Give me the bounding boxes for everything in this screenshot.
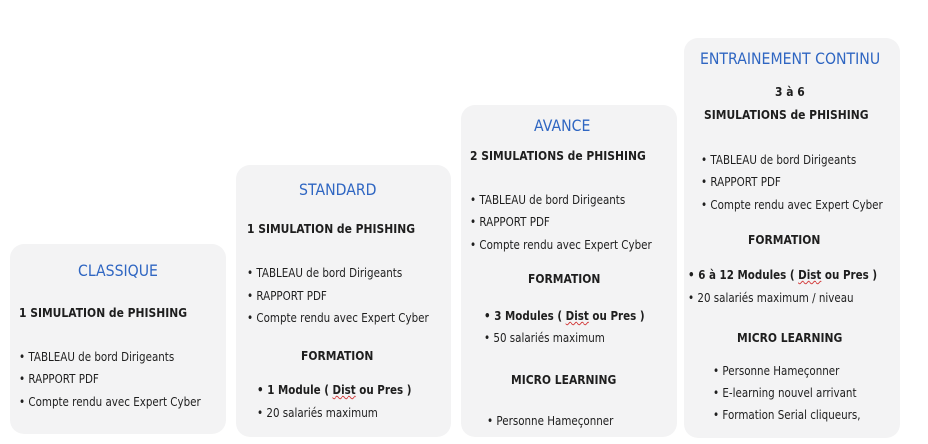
list-item: • TABLEAU de bord Dirigeants xyxy=(247,265,402,281)
formation-title-standard: FORMATION xyxy=(301,348,374,363)
card-headline-standard: 1 SIMULATION de PHISHING xyxy=(247,221,416,236)
formation-modules-avance: • 3 Modules ( Dist ou Pres ) xyxy=(484,308,645,324)
list-item: • Compte rendu avec Expert Cyber xyxy=(470,237,652,253)
list-item: • RAPPORT PDF xyxy=(470,214,550,230)
formation-modules-continu: • 6 à 12 Modules ( Dist ou Pres ) xyxy=(688,267,877,283)
formation-salaries-standard: • 20 salariés maximum xyxy=(257,405,378,421)
list-item: • E-learning nouvel arrivant xyxy=(713,385,857,401)
card-headline-classique: 1 SIMULATION de PHISHING xyxy=(19,305,188,320)
formation-title-avance: FORMATION xyxy=(528,271,601,286)
card-headline-avance: 2 SIMULATIONS de PHISHING xyxy=(470,148,646,163)
card-headline-line2-continu: SIMULATIONS de PHISHING xyxy=(704,107,869,122)
list-item: • RAPPORT PDF xyxy=(701,174,781,190)
list-item: • Formation Serial cliqueurs, xyxy=(713,407,861,423)
formation-salaries-continu: • 20 salariés maximum / niveau xyxy=(688,290,854,306)
list-item: • Compte rendu avec Expert Cyber xyxy=(19,394,201,410)
list-item: • Personne Hameçonner xyxy=(487,413,613,429)
card-headline-line1-continu: 3 à 6 xyxy=(775,84,805,99)
list-item: • RAPPORT PDF xyxy=(19,371,99,387)
card-title-entrainement-continu: ENTRAINEMENT CONTINU xyxy=(700,49,881,68)
micro-learning-title-continu: MICRO LEARNING xyxy=(737,330,843,345)
list-item: • Personne Hameçonner xyxy=(713,363,839,379)
list-item: • RAPPORT PDF xyxy=(247,288,327,304)
card-title-standard: STANDARD xyxy=(299,180,377,199)
list-item: • TABLEAU de bord Dirigeants xyxy=(701,152,856,168)
list-item: • TABLEAU de bord Dirigeants xyxy=(19,349,174,365)
card-title-classique: CLASSIQUE xyxy=(78,261,158,280)
formation-title-continu: FORMATION xyxy=(748,232,821,247)
formation-salaries-avance: • 50 salariés maximum xyxy=(484,330,605,346)
card-title-avance: AVANCE xyxy=(534,116,591,135)
list-item: • Compte rendu avec Expert Cyber xyxy=(247,310,429,326)
list-item: • Compte rendu avec Expert Cyber xyxy=(701,197,883,213)
micro-learning-title-avance: MICRO LEARNING xyxy=(511,372,617,387)
formation-modules-standard: • 1 Module ( Dist ou Pres ) xyxy=(257,382,411,398)
list-item: • TABLEAU de bord Dirigeants xyxy=(470,192,625,208)
